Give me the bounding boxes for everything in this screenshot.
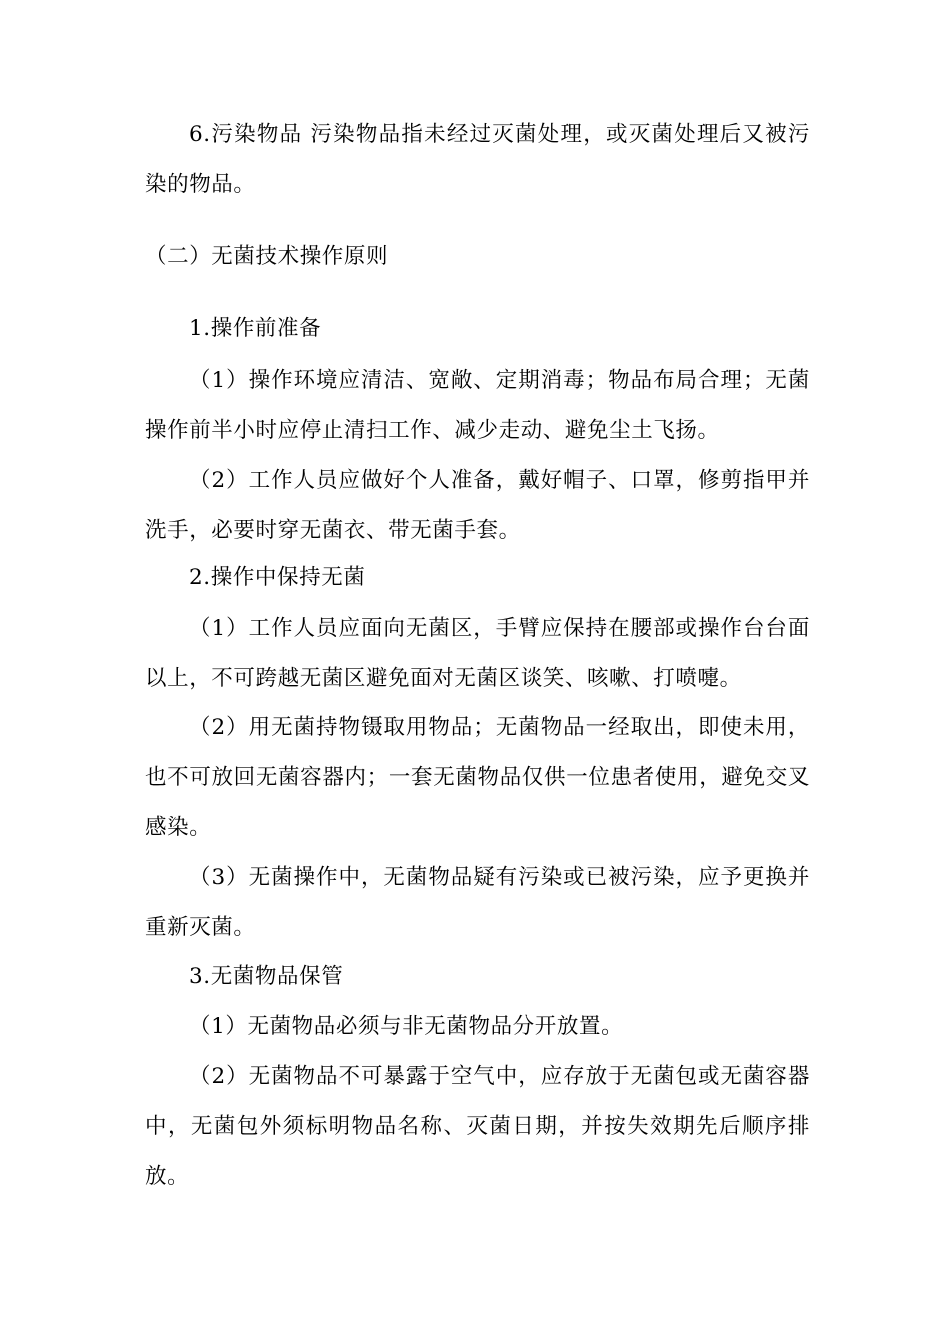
paragraph-sterile-forceps: （2）用无菌持物镊取用物品；无菌物品一经取出，即使未用，也不可放回无菌容器内；一套无菌物品仅供一位患者使用，避免交叉感染。	[145, 715, 810, 840]
paragraph-environment: （1）操作环境应清洁、宽敞、定期消毒；物品布局合理；无菌操作前半小时应停止清扫工作、减少走动、避免尘土飞扬。	[145, 368, 810, 443]
paragraph-sterile-packaging: （2）无菌物品不可暴露于空气中，应存放于无菌包或无菌容器中，无菌包外须标明物品名称、灭菌日期，并按失效期先后顺序排放。	[145, 1064, 810, 1189]
paragraph-separate-storage: （1）无菌物品必须与非无菌物品分开放置。	[189, 1014, 624, 1039]
paragraph-contamination-replace: （3）无菌操作中，无菌物品疑有污染或已被污染，应予更换并重新灭菌。	[145, 865, 810, 940]
paragraph-contaminated-items: 6.污染物品 污染物品指未经过灭菌处理，或灭菌处理后又被污染的物品。	[145, 122, 810, 197]
subsection-title-preparation: 1.操作前准备	[189, 316, 322, 341]
subsection-title-storage: 3.无菌物品保管	[189, 964, 344, 989]
section-heading-aseptic-principles: （二）无菌技术操作原则	[145, 244, 389, 269]
subsection-title-maintain-sterility: 2.操作中保持无菌	[189, 565, 366, 590]
paragraph-face-sterile-area: （1）工作人员应面向无菌区，手臂应保持在腰部或操作台台面以上，不可跨越无菌区避免面对无菌区谈笑、咳嗽、打喷嚏。	[145, 616, 810, 691]
paragraph-personnel-preparation: （2）工作人员应做好个人准备，戴好帽子、口罩，修剪指甲并洗手，必要时穿无菌衣、带无菌手套。	[145, 468, 810, 543]
